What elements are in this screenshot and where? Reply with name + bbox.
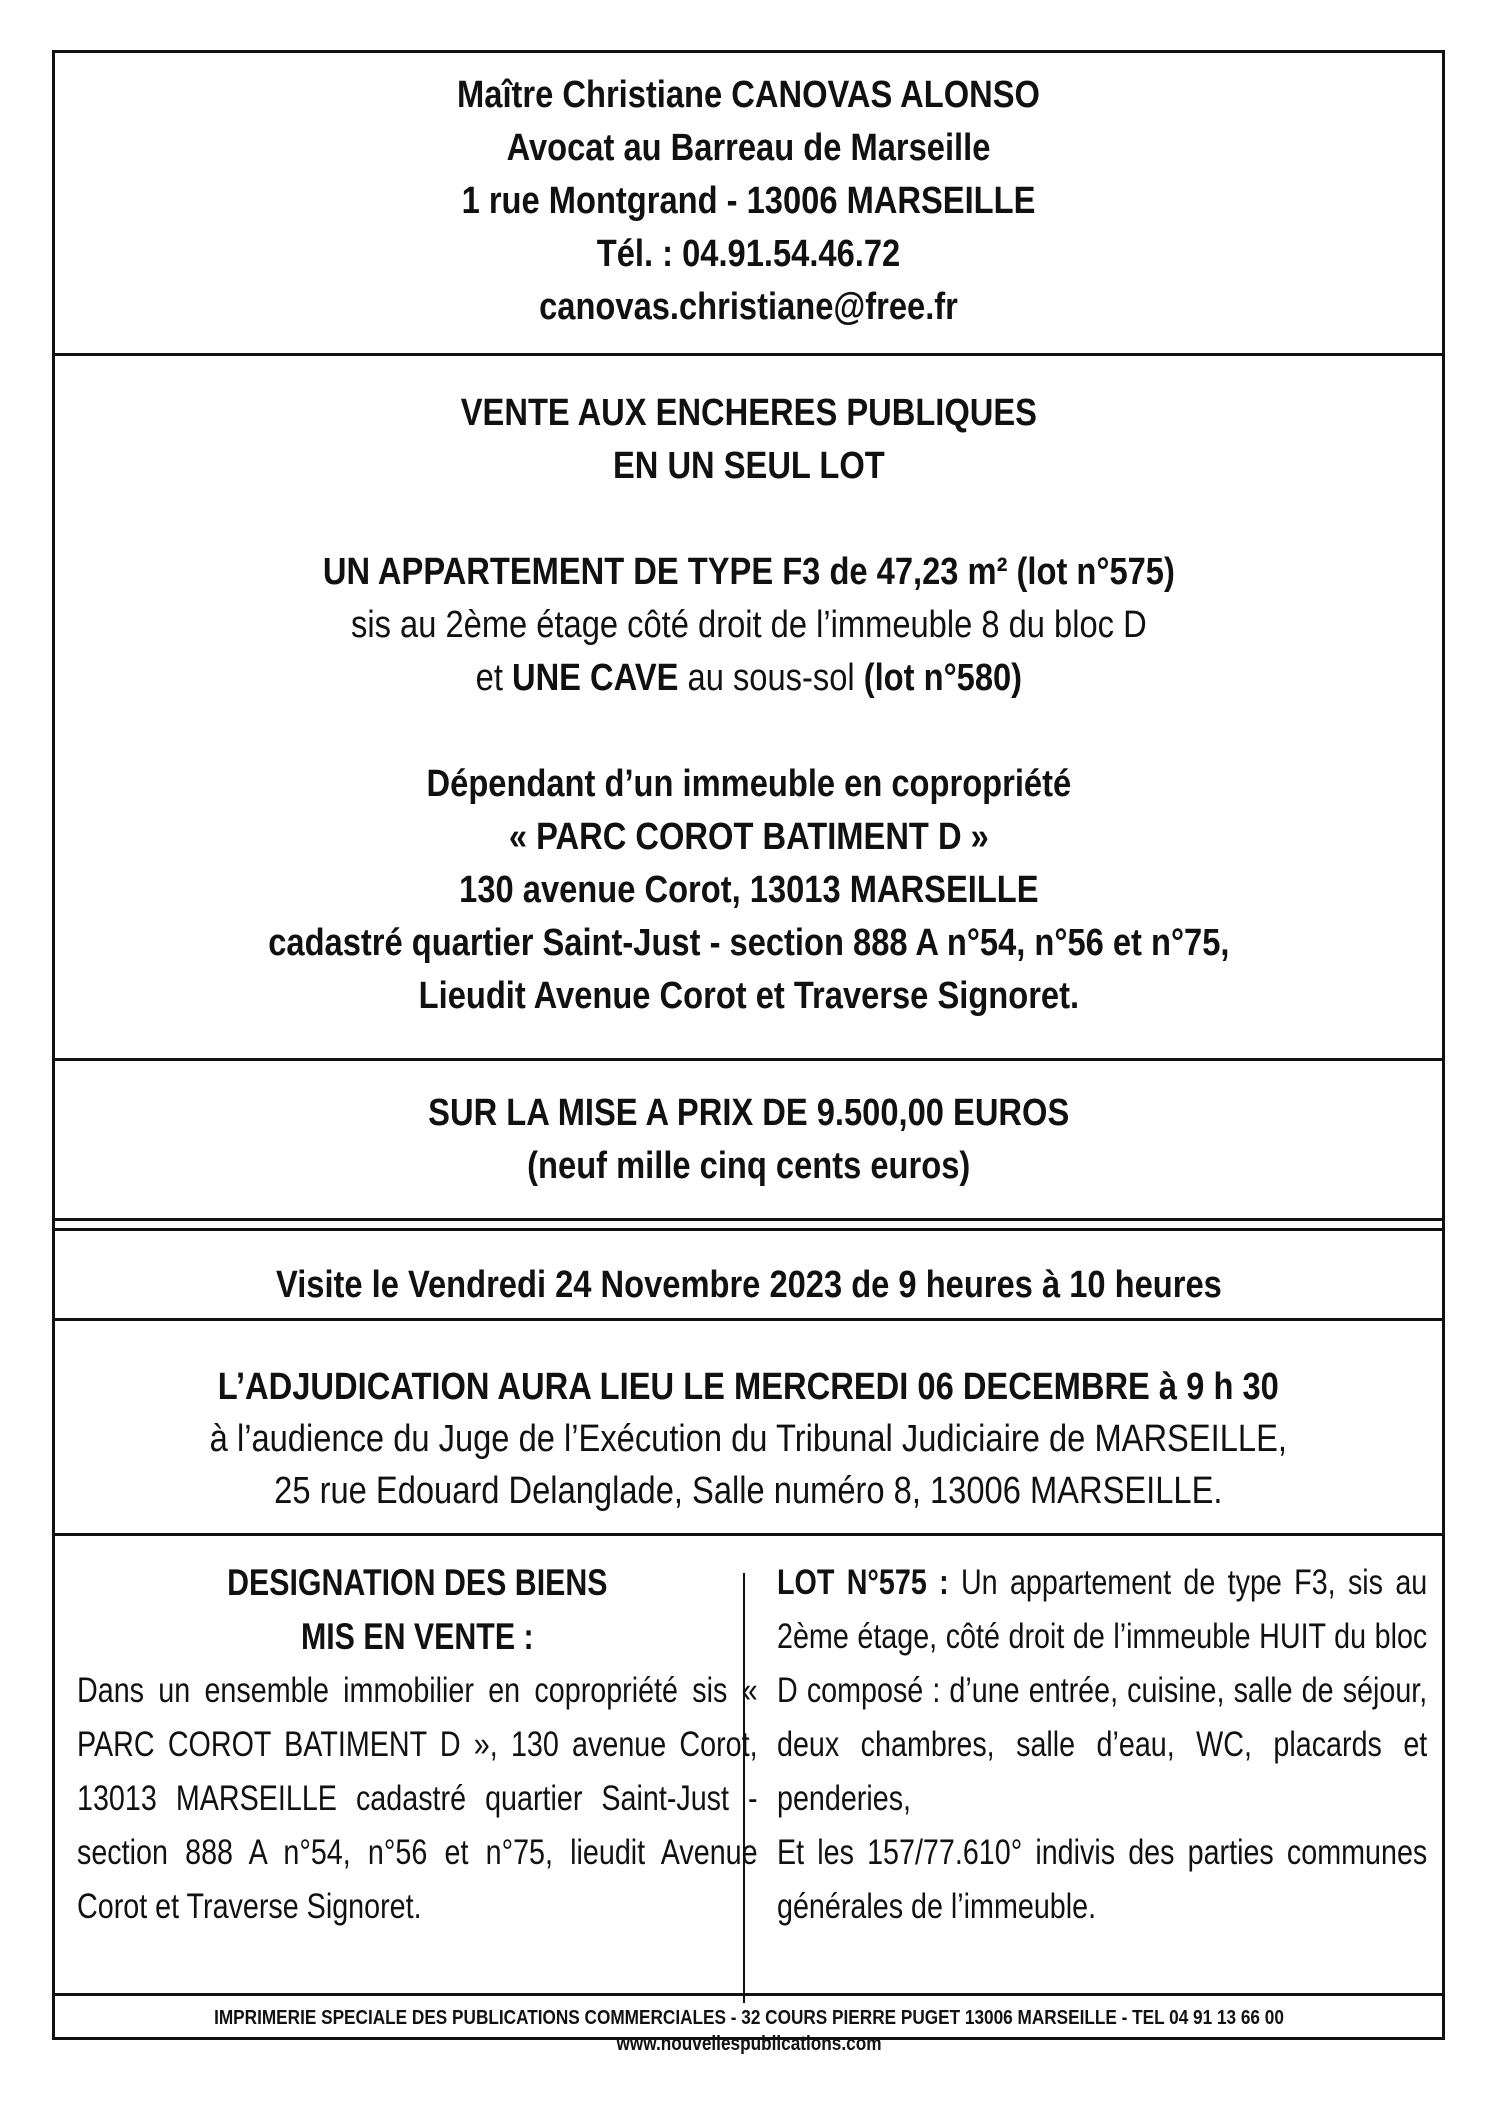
- spacer: [268, 705, 1229, 758]
- lawyer-phone: Tél. : 04.91.54.46.72: [596, 233, 901, 275]
- adjudication-section: [55, 1361, 1442, 1517]
- divider: [55, 1318, 1442, 1321]
- divider: [55, 1228, 1442, 1231]
- column-divider: [743, 1573, 745, 2003]
- visit-block: [276, 1259, 1222, 1312]
- apartment-location: sis au 2ème étage côté droit de l’immeuble 8 du bloc D: [350, 604, 1147, 646]
- lot-column: [777, 1556, 1427, 1934]
- apartment-title: UN APPARTEMENT DE TYPE F3 de 47,23 m² (lot n°575): [322, 551, 1175, 593]
- lawyer-address: 1 rue Montgrand - 13006 MARSEILLE: [461, 180, 1036, 222]
- lot-label: LOT N°575 :: [777, 1563, 949, 1602]
- sale-title: VENTE AUX ENCHERES PUBLIQUES: [460, 392, 1037, 434]
- adjudication-court: à l’audience du Juge de l’Exécution du Tribunal Judiciaire de MARSEILLE,: [209, 1418, 1288, 1460]
- dependency-line-1: Dépendant d’un immeuble en copropriété: [426, 763, 1071, 805]
- printer-footer: [55, 2005, 1442, 2057]
- dependency-line-2: « PARC COROT BATIMENT D »: [508, 816, 989, 858]
- lot-description: [777, 1556, 1427, 1826]
- visit-date: Visite le Vendredi 24 Novembre 2023 de 9 heures à 10 heures: [275, 1264, 1222, 1306]
- cellar-lot: (lot n°580): [863, 657, 1022, 699]
- price-section: [55, 1087, 1442, 1193]
- dependency-line-3: 130 avenue Corot, 13013 MARSEILLE: [458, 869, 1039, 911]
- adjudication-block: [210, 1361, 1287, 1517]
- cellar-line: [268, 652, 1229, 705]
- cellar-prefix: et: [475, 657, 512, 699]
- spacer: [268, 493, 1229, 546]
- lawyer-bar: Avocat au Barreau de Marseille: [506, 127, 991, 169]
- dependency-line-4: cadastré quartier Saint-Just - section 888 A n°54, n°56 et n°75,: [267, 922, 1230, 964]
- cellar-label: UNE CAVE: [511, 657, 679, 699]
- sale-subtitle: EN UN SEUL LOT: [612, 445, 885, 487]
- sale-section: [55, 387, 1442, 1023]
- adjudication-address: 25 rue Edouard Delanglade, Salle numéro 8, 13006 MARSEILLE.: [274, 1470, 1223, 1512]
- starting-price-words: (neuf mille cinq cents euros): [526, 1145, 971, 1187]
- divider: [55, 353, 1442, 356]
- lawyer-header: [152, 69, 1345, 334]
- lawyer-name: Maître Christiane CANOVAS ALONSO: [457, 74, 1040, 116]
- designation-title-1: DESIGNATION DES BIENS: [227, 1562, 608, 1603]
- designation-title-2: MIS EN VENTE :: [300, 1616, 534, 1657]
- lot-body-1: Un appartement de type F3, sis au 2ème étage, côté droit de l’immeuble HUIT du bloc D composé : d’une entrée, cuisine, salle de séjour, deux chambres, salle d’eau, WC, placards et penderies,: [777, 1563, 1428, 1818]
- cellar-location: au sous-sol: [678, 657, 864, 699]
- footer-block: [214, 2005, 1284, 2057]
- designation-column: [77, 1556, 757, 1934]
- lot-body-2: Et les 157/77.610° indivis des parties communes générales de l’immeuble.: [777, 1833, 1428, 1926]
- printer-info: IMPRIMERIE SPECIALE DES PUBLICATIONS COMMERCIALES - 32 COURS PIERRE PUGET 13006 MARSEILLE - TEL 04 91 13 66 00: [213, 2007, 1284, 2029]
- printer-website: www.nouvellespublications.com: [615, 2033, 882, 2055]
- lawyer-email: canovas.christiane@free.fr: [539, 286, 958, 328]
- price-block: [428, 1087, 1069, 1193]
- divider: [55, 1533, 1442, 1536]
- sale-block: [268, 387, 1229, 1023]
- lot-block: [777, 1556, 1427, 1934]
- dependency-line-5: Lieudit Avenue Corot et Traverse Signoret.: [418, 975, 1079, 1017]
- visit-section: [55, 1259, 1442, 1312]
- divider: [55, 1993, 1442, 1996]
- adjudication-date: L’ADJUDICATION AURA LIEU LE MERCREDI 06 DECEMBRE à 9 h 30: [217, 1366, 1280, 1408]
- designation-body: Dans un ensemble immobilier en copropriété sis « PARC COROT BATIMENT D », 130 avenue Corot, 13013 MARSEILLE cadastré quartier Saint-Just - section 888 A n°54, n°56 et n°75, lieudit Avenue Corot et Traverse Signoret.: [77, 1671, 758, 1926]
- designation-block: [77, 1556, 758, 1934]
- divider: [55, 1218, 1442, 1221]
- starting-price: SUR LA MISE A PRIX DE 9.500,00 EUROS: [427, 1092, 1070, 1134]
- notice-frame: [52, 50, 1445, 2055]
- divider: [55, 1058, 1442, 1061]
